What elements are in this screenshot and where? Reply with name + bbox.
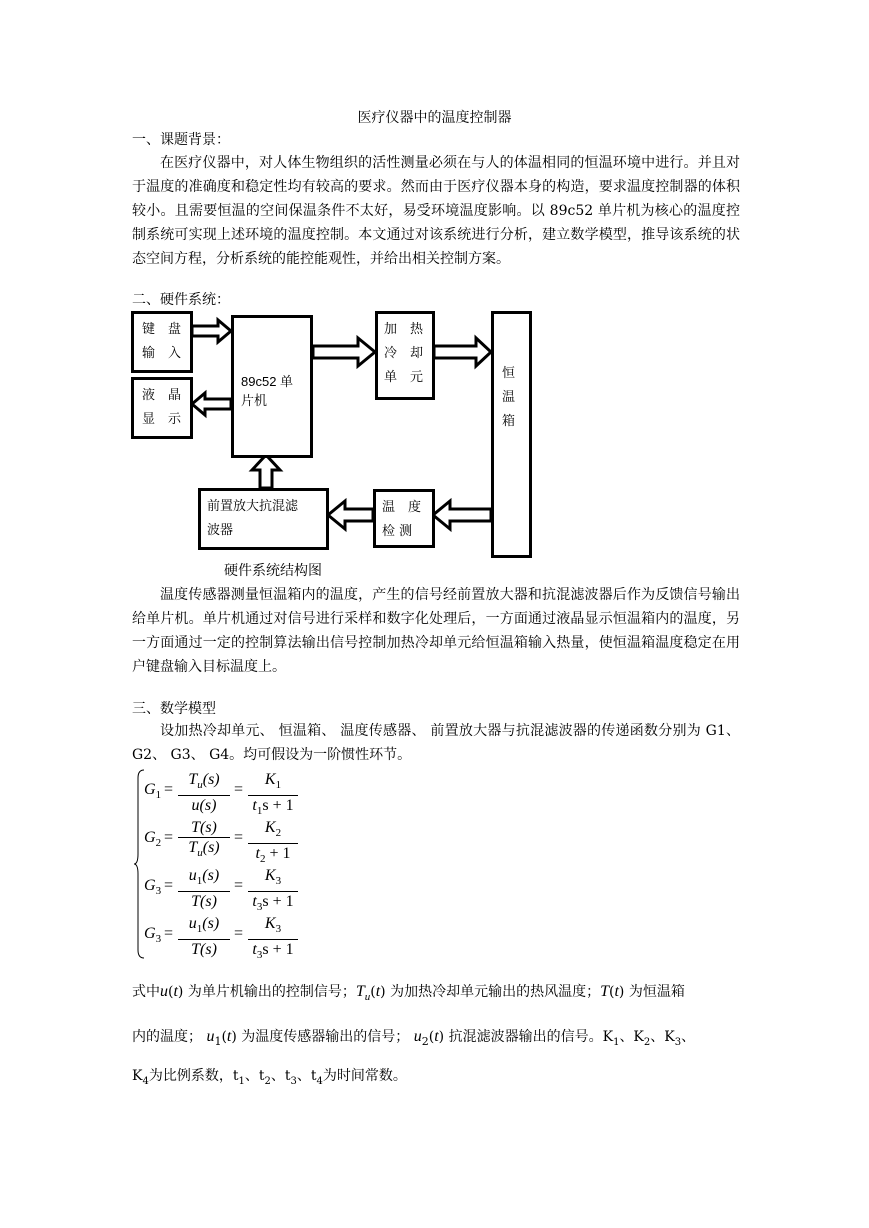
- text-span: K: [132, 1068, 143, 1084]
- block-label: 89c52 单: [241, 374, 294, 389]
- text-span: 为单片机输出的控制信号；: [187, 984, 356, 1000]
- eq-lhs-sub: 3: [155, 933, 162, 946]
- eq-den2-rest: s + 1: [262, 797, 294, 815]
- eq-num2: K: [264, 867, 276, 884]
- block-label: 片机: [241, 394, 268, 409]
- block-label: 单 元: [384, 370, 424, 385]
- eq-lhs-sub: 1: [155, 789, 162, 802]
- arrow-sensor-to-amp: [328, 501, 373, 529]
- text-span: 内的温度；: [132, 1029, 202, 1045]
- eq-num: T: [188, 771, 198, 788]
- arrow-keyboard-to-mcu: [192, 320, 231, 342]
- eq-den2-sub: 3: [256, 901, 263, 914]
- text-span: 为加热冷却单元输出的热风温度；: [390, 984, 601, 1000]
- eq-lhs: G: [144, 877, 156, 894]
- equation-row: $G_1$ = $\frac{T_u(s)}{u(s)}$ = $\frac{K_1}{t_1s + 1}$: [140, 768, 310, 812]
- eq-den: T(s): [191, 941, 217, 959]
- eq-num-arg: (s): [202, 915, 220, 932]
- text-span: 、t: [270, 1068, 291, 1084]
- section-2-paragraph: 温度传感器测量恒温箱内的温度，产生的信号经前置放大器和抗混滤波器后作为反馈信号输出给单片机。单片机通过对信号进行采样和数字化处理后，一方面通过液晶显示恒温箱内的温度，另一方面通过一定的控制算法输出信号控制加热冷却单元给恒温箱输入热量，使恒温箱温度稳定在用户键盘输入目标温度上。: [132, 587, 740, 675]
- block-label: 前置放大抗混滤: [207, 499, 299, 514]
- symbol-description-line-3: $K_4$为比例系数，$t_1$、$t_2$、$t_3$、$t_4$为时间常数。: [132, 1068, 407, 1087]
- eq-num-sub: 1: [196, 923, 203, 936]
- block-label: 键 盘: [142, 322, 182, 337]
- block-label: 温 度: [382, 500, 422, 515]
- diagram-caption: 硬件系统结构图: [224, 563, 322, 579]
- block-label: 检 测: [382, 524, 413, 539]
- eq-num2-sub: 1: [275, 779, 282, 792]
- equation-row: $G_3$ = $\frac{u_1(s)}{T(s)}$ = $\frac{K_3}{t_3s + 1}$: [140, 864, 310, 908]
- page-title: 医疗仪器中的温度控制器: [357, 110, 512, 126]
- text-span: 、K: [619, 1029, 644, 1045]
- eq-num-sub: 1: [196, 875, 203, 888]
- eq-den2-rest: + 1: [265, 845, 291, 863]
- eq-lhs: G: [144, 925, 156, 942]
- block-label: 输 入: [142, 346, 182, 361]
- keyboard-input-block: [131, 311, 193, 373]
- eq-num2: K: [264, 915, 276, 932]
- symbol-description-line-2: 内的温度； $u_1(t)$ 为温度传感器输出的信号； $u_2(t)$ 抗混滤波器输出的信号。$K_1$、$K_2$、$K_3$、: [132, 1028, 696, 1048]
- eq-num2-sub: 3: [275, 923, 282, 936]
- eq-den2-sub: 1: [256, 805, 263, 818]
- eq-num-sub: u: [197, 779, 203, 792]
- arrow-mcu-to-lcd: [192, 393, 231, 415]
- eq-den2-rest: s + 1: [262, 893, 294, 911]
- eq-den2: t: [252, 797, 257, 815]
- transfer-function-equations: [140, 768, 310, 960]
- eq-num2-sub: 2: [275, 827, 282, 840]
- text-span: 、: [681, 1029, 696, 1045]
- section-1-heading: 一、课题背景：: [132, 132, 230, 148]
- section-1-paragraph: 在医疗仪器中，对人体生物组织的活性测量必须在与人的体温相同的恒温环境中进行。并且对于温度的准确度和稳定性均有较高的要求。然而由于医疗仪器本身的构造，要求温度控制器的体积较小。且需要恒温的空间保温条件不太好，易受环境温度影响。以 89c52 单片机为核心的温度控制系统可实现上述环境的温度控制。本文通过对该系统进行分析，建立数学模型，推导该系统的状态空间方程，分析系统的能控能观性，并给出相关控制方案。: [132, 155, 740, 267]
- eq-num-arg: (s): [200, 819, 217, 836]
- oven-block: [491, 311, 532, 558]
- section-3-paragraph: 设加热冷却单元、 恒温箱、 温度传感器、 前置放大器与抗混滤波器的传递函数分别为 G1、 G2、 G3、 G4。均可假设为一阶惯性环节。: [132, 723, 740, 763]
- arrow-amp-to-mcu: [252, 455, 280, 488]
- eq-num: u: [188, 915, 197, 932]
- lcd-display-block: [131, 377, 193, 439]
- block-label: 箱: [502, 414, 516, 429]
- heater-cooler-block: [375, 311, 435, 400]
- eq-lhs: G: [144, 781, 156, 798]
- eq-lhs-sub: 3: [155, 885, 162, 898]
- block-label: 液 晶: [142, 388, 182, 403]
- eq-den: T(s): [191, 893, 217, 911]
- text-span: 为时间常数。: [322, 1068, 407, 1084]
- eq-num-arg: (s): [202, 771, 220, 788]
- temperature-sensor-block: [373, 489, 435, 548]
- text-span: 、K: [650, 1029, 675, 1045]
- block-label: 显 示: [142, 412, 182, 427]
- symbol-description-line-1: 式中u(t) 为单片机输出的控制信号；$T_u(t)$ 为加热冷却单元输出的热风温度；T(t) 为恒温箱: [132, 983, 685, 1004]
- eq-den: u(s): [191, 797, 217, 815]
- equation-row: $G_3$ = $\frac{u_1(s)}{T(s)}$ = $\frac{K_3}{t_3s + 1}$: [140, 912, 310, 956]
- hardware-diagram: [0, 0, 869, 600]
- text-span: 为恒温箱: [628, 984, 685, 1000]
- section-2-heading: 二、硬件系统：: [132, 292, 230, 308]
- eq-den2-sub: 3: [256, 949, 263, 962]
- arrow-heater-to-oven: [434, 338, 491, 366]
- block-label: 冷 却: [384, 346, 424, 361]
- arrow-oven-to-sensor: [433, 501, 491, 529]
- block-label: 温: [502, 390, 516, 405]
- arrow-mcu-to-heater: [313, 338, 375, 366]
- eq-den2: t: [252, 941, 257, 959]
- text-span: 抗混滤波器输出的信号。K: [448, 1029, 614, 1045]
- eq-num2: K: [264, 819, 276, 836]
- eq-num: u: [188, 867, 197, 884]
- equation-row: $G_2$ = $\frac{T(s)}{T_u(s)}$ = $\frac{K_2}{t_2 + 1}$: [140, 816, 310, 860]
- text-span: 式中: [132, 984, 160, 1000]
- block-label: 波器: [207, 523, 234, 538]
- text-span: 为比例系数，t: [148, 1068, 239, 1084]
- section-3-heading: 三、数学模型: [132, 701, 216, 717]
- eq-den2-sub: 2: [259, 853, 266, 866]
- eq-den2: t: [255, 845, 260, 863]
- preamp-filter-block: [198, 488, 329, 550]
- mcu-block: [231, 315, 313, 458]
- eq-num2: K: [264, 771, 276, 788]
- eq-lhs-sub: 2: [155, 837, 162, 850]
- eq-den2: t: [252, 893, 257, 911]
- block-label: 加 热: [384, 322, 424, 337]
- text-span: 、t: [244, 1068, 265, 1084]
- text-span: 、t: [296, 1068, 317, 1084]
- eq-den2-rest: s + 1: [262, 941, 294, 959]
- block-label: 恒: [502, 366, 516, 381]
- eq-num: T: [191, 819, 200, 836]
- eq-lhs: G: [144, 829, 156, 846]
- eq-num2-sub: 3: [275, 875, 282, 888]
- text-span: 为温度传感器输出的信号；: [241, 1029, 410, 1045]
- eq-num-arg: (s): [202, 867, 220, 884]
